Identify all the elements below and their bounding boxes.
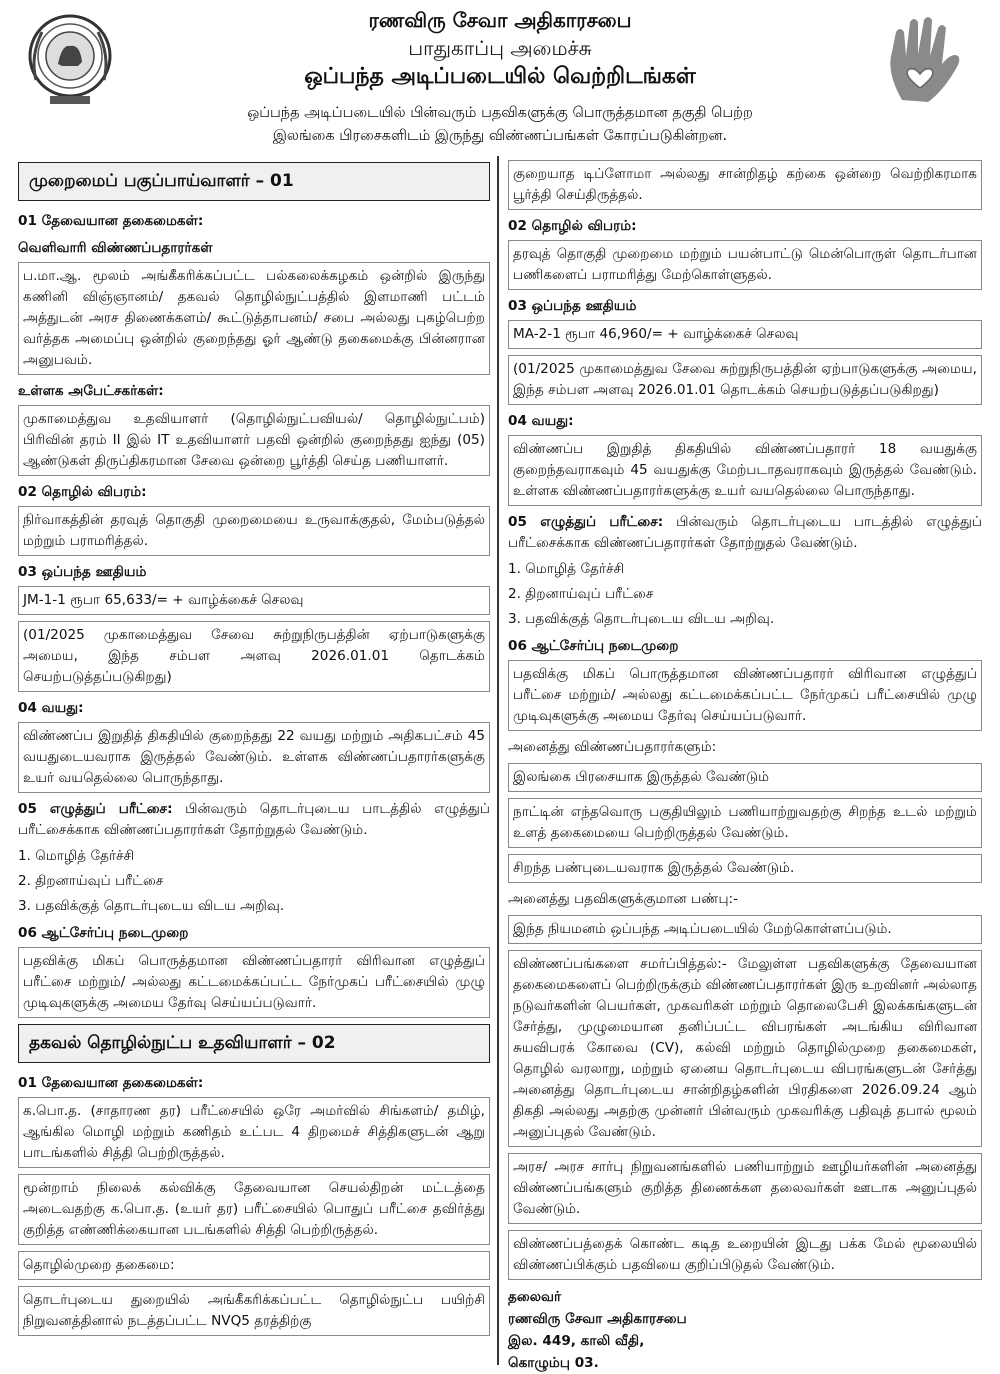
- recruitment-text: பதவிக்கு மிகப் பொருத்தமான விண்ணப்பதாரர் விரிவான எழுத்துப் பரீட்சை மற்றும்/ அல்லது கட்டமைக்கப்பட்ட நேர்முகப் பரீட்சையில் முழு முடிவுகளுக்கு அமைய தேர்வு செய்யப்படுவார்.: [508, 660, 982, 731]
- requirement-character: சிறந்த பண்புடையவராக இருத்தல் வேண்டும்.: [508, 854, 982, 883]
- ol-qualification-text: க.பொ.த. (சாதாரண தர) பரீட்சையில் ஒரே அமர்வில் சிங்களம்/ தமிழ், ஆங்கில மொழி மற்றும் கணிதம் உட்பட 4 திறமைச் சித்திகளுடன் ஆறு பாடங்களில் சித்தி பெற்றிருத்தல்.: [18, 1097, 490, 1168]
- written-exam-block: [508, 512, 982, 554]
- professional-qualification-label: தொழில்முறை தகைமை:: [18, 1251, 490, 1280]
- job-description-text: தரவுத் தொகுதி முறைமை மற்றும் பயன்பாட்டு மென்பொருள் தொடர்பான பணிகளைப் பராமரித்து மேற்கொள்ளுதல்.: [508, 240, 982, 290]
- heading-written-exam: 05 எழுத்துப் பரீட்சை:: [18, 801, 173, 817]
- diploma-continuation-text: குறையாத டிப்ளோமா அல்லது சான்றிதழ் கற்கை ஒன்றை வெற்றிகரமாக பூர்த்தி செய்திருத்தல்.: [508, 160, 982, 210]
- page-title: ஒப்பந்த அடிப்படையில் வெற்றிடங்கள்: [304, 64, 696, 89]
- written-exam-block: [18, 799, 490, 841]
- subheading-internal: உள்ளக அபேட்சகர்கள்:: [18, 383, 164, 399]
- subheading-external: வெளிவாரி விண்ணப்பதாரர்கள்: [18, 240, 213, 256]
- header: [0, 0, 1000, 156]
- requirement-fitness: நாட்டின் எந்தவொரு பகுதியிலும் பணியாற்றுவதற்கு சிறந்த உடல் மற்றும் உளத் தகைமையை பெற்றிருத்தல் வேண்டும்.: [508, 798, 982, 848]
- contact-line: இல. 449, காலி வீதி,: [508, 1333, 645, 1349]
- requirement-citizen: இலங்கை பிரசையாக இருத்தல் வேண்டும்: [508, 763, 982, 792]
- written-exam-text: பின்வரும் தொடர்புடைய பாடத்தில் எழுத்துப் பரீட்சைக்காக விண்ணப்பதாரர்கள் தோற்றுதல் வேண்டும்.: [18, 801, 490, 838]
- heading-salary: 03 ஒப்பந்த ஊதியம்: [18, 564, 147, 580]
- al-qualification-text: மூன்றாம் நிலைக் கல்விக்கு தேவையான செயல்திறன் மட்டத்தை அடைவதற்கு க.பொ.த. (உயர் தர) பரீட்சையில் பொதுப் பரீட்சை தவிர்த்து குறித்த எண்ணிக்கையான படங்களில் சித்தி பெற்றிருத்தல்.: [18, 1174, 490, 1245]
- heading-job-description: 02 தொழில் விபரம்:: [508, 218, 637, 234]
- heading-qualifications: 01 தேவையான தகைமைகள்:: [18, 1075, 204, 1091]
- salary-scale: JM-1-1 ரூபா 65,633/= + வாழ்க்கைச் செலவு: [18, 586, 490, 615]
- ministry-name: பாதுகாப்பு அமைச்சு: [408, 36, 592, 60]
- left-column: [18, 158, 490, 1342]
- heading-job-description: 02 தொழில் விபரம்:: [18, 484, 147, 500]
- exam-item: 3. பதவிக்குத் தொடர்புடைய விடய அறிவு.: [508, 611, 775, 627]
- heading-qualifications: 01 தேவையான தகைமைகள்:: [18, 213, 204, 229]
- recruitment-text: பதவிக்கு மிகப் பொருத்தமான விண்ணப்பதாரர் விரிவான எழுத்துப் பரீட்சை மற்றும்/ அல்லது கட்டமைக்கப்பட்ட நேர்முகப் பரீட்சையில் முழு முடிவுகளுக்கு அமைய தேர்வு செய்யப்படுவார்.: [18, 947, 490, 1018]
- age-text: விண்ணப்ப இறுதித் திகதியில் குறைந்தது 22 வயது மற்றும் அதிகபட்சம் 45 வயதுடையவராக இருத்தல் வேண்டும். உள்ளக விண்ணப்பதாரர்களுக்கு உயர் வயதெல்லை பொருந்தாது.: [18, 722, 490, 793]
- authority-name: ரணவிரு சேவா அதிகாரசபை: [368, 8, 632, 32]
- heading-age: 04 வயது:: [508, 413, 574, 429]
- contact-line: கொழும்பு 03.: [508, 1355, 599, 1371]
- intro-text: [130, 102, 870, 148]
- age-text: விண்ணப்ப இறுதித் திகதியில் விண்ணப்பதாரர் 18 வயதுக்கு குறைந்தவராகவும் 45 வயதுக்கு மேற்படாதவராகவும் இருத்தல் வேண்டும். உள்ளக விண்ணப்பதாரர்களுக்கு உயர் வயதெல்லை பொருந்தாது.: [508, 435, 982, 506]
- submission-text: விண்ணப்பங்களை சமர்ப்பித்தல்:- மேலுள்ள பதவிகளுக்கு தேவையான தகைமைகளைப் பெற்றிருக்கும் விண்ணப்பதாரர்கள் இரு உறவினர் அல்லாத நடுவர்களின் பெயர்கள், முகவரிகள் மற்றும் தொலைபேசி இலக்கங்களுடன் சேர்த்து, முழுமையான தனிப்பட்ட விபரங்கள் அடங்கிய விரிவான சுயவிபரக் கோவை (CV), கல்வி மற்றும் தொழில்முறை தகைமைகள், தொழில் வரலாறு, மற்றும் ஏனைய தொடர்புடைய விபரங்களுடன் சேர்த்து அனைத்து தொடர்புடைய சான்றிதழ்களின் பிரதிகளை 2026.09.24 ஆம் திகதி அல்லது அதற்கு முன்னர் பின்வரும் முகவரிக்கு பதிவுத் தபால் மூலம் அனுப்புதல் வேண்டும்.: [508, 950, 982, 1147]
- column-divider: [497, 156, 499, 1365]
- heading-written-exam: 05 எழுத்துப் பரீட்சை:: [508, 514, 664, 530]
- envelope-instruction-text: விண்ணப்பத்தைக் கொண்ட கடித உறையின் இடது பக்க மேல் மூலையில் விண்ணப்பிக்கும் பதவியை குறிப்பிடுதல் வேண்டும்.: [508, 1230, 982, 1280]
- heading-recruitment: 06 ஆட்சேர்ப்பு நடைமுறை: [508, 638, 679, 654]
- appointment-heading: அனைத்து பதவிகளுக்குமான பண்பு:-: [508, 891, 739, 907]
- heading-age: 04 வயது:: [18, 700, 84, 716]
- internal-qualification-text: முகாமைத்துவ உதவியாளர் (தொழில்நுட்பவியல்/ தொழில்நுட்பம்) பிரிவின் தரம் II இல் IT உதவியாளர் பதவி ஒன்றில் குறைந்தது ஐந்து (05) ஆண்டுகள் திருப்திகரமான சேவை ஒன்றை பூர்த்தி செய்த பணியாளர்.: [18, 405, 490, 476]
- contact-address: [508, 1286, 982, 1374]
- exam-item: 2. திறனாய்வுப் பரீட்சை: [18, 873, 164, 889]
- contact-line: ரணவிரு சேவா அதிகாரசபை: [508, 1311, 687, 1327]
- heading-salary: 03 ஒப்பந்த ஊதியம்: [508, 298, 637, 314]
- salary-scale: MA-2-1 ரூபா 46,960/= + வாழ்க்கைச் செலவு: [508, 320, 982, 349]
- salary-note: (01/2025 முகாமைத்துவ சேவை சுற்றுநிருபத்தின் ஏற்பாடுகளுக்கு அமைய, இந்த சம்பள அளவு 2026.01.01 தொடக்கம் செயற்படுத்தப்படுகிறது): [18, 621, 490, 692]
- external-qualification-text: ப.மா.ஆ. மூலம் அங்கீகரிக்கப்பட்ட பல்கலைக்கழகம் ஒன்றில் இருந்து கணினி விஞ்ஞானம்/ தகவல் தொழில்நுட்பத்தில் இளமாணி பட்டம் அத்துடன் அரச திணைக்களம்/ கூட்டுத்தாபனம்/ சபை அல்லது புகழ்பெற்ற வர்த்தக அமைப்பு ஒன்றில் குறைந்தது ஓர் ஆண்டு தகைமைக்கு பின்னரான அனுபவம்.: [18, 262, 490, 375]
- exam-item: 3. பதவிக்குத் தொடர்புடைய விடய அறிவு.: [18, 898, 285, 914]
- intro-line-1: ஒப்பந்த அடிப்படையில் பின்வரும் பதவிகளுக்கு பொருத்தமான தகுதி பெற்ற: [247, 105, 753, 121]
- contact-line: தலைவர்: [508, 1289, 562, 1305]
- professional-qualification-text: தொடர்புடைய துறையில் அங்கீகரிக்கப்பட்ட தொழில்நுட்ப பயிற்சி நிறுவனத்தினால் நடத்தப்பட்ட NVQ5 தரத்திற்கு: [18, 1286, 490, 1336]
- hand-heart-logo-icon: [862, 12, 986, 108]
- exam-item: 2. திறனாய்வுப் பரீட்சை: [508, 586, 654, 602]
- exam-item: 1. மொழித் தேர்ச்சி: [508, 561, 625, 577]
- section-title-it-assistant: தகவல் தொழில்நுட்ப உதவியாளர் – 02: [18, 1024, 490, 1063]
- written-exam-text: பின்வரும் தொடர்புடைய பாடத்தில் எழுத்துப் பரீட்சைக்காக விண்ணப்பதாரர்கள் தோற்றுதல் வேண்டும்.: [508, 514, 982, 551]
- job-description-text: நிர்வாகத்தின் தரவுத் தொகுதி முறைமையை உருவாக்குதல், மேம்படுத்தல் மற்றும் பராமரித்தல்.: [18, 506, 490, 556]
- appointment-text: இந்த நியமனம் ஒப்பந்த அடிப்படையில் மேற்கொள்ளப்படும்.: [508, 915, 982, 944]
- sri-lanka-emblem-icon: [22, 10, 118, 110]
- intro-line-2: இலங்கை பிரசைகளிடம் இருந்து விண்ணப்பங்கள் கோரப்படுகின்றன.: [272, 128, 728, 144]
- exam-item: 1. மொழித் தேர்ச்சி: [18, 848, 135, 864]
- government-employee-text: அரச/ அரச சார்பு நிறுவனங்களில் பணியாற்றும் ஊழியர்களின் அனைத்து விண்ணப்பங்களும் குறித்த திணைக்கள தலைவர்கள் ஊடாக அனுப்புதல் வேண்டும்.: [508, 1153, 982, 1224]
- all-applicants-heading: அனைத்து விண்ணப்பதாரர்களும்:: [508, 739, 717, 755]
- salary-note: (01/2025 முகாமைத்துவ சேவை சுற்றுநிருபத்தின் ஏற்பாடுகளுக்கு அமைய, இந்த சம்பள அளவு 2026.01.01 தொடக்கம் செயற்படுத்தப்படுகிறது): [508, 355, 982, 405]
- heading-recruitment: 06 ஆட்சேர்ப்பு நடைமுறை: [18, 925, 189, 941]
- right-column: [508, 158, 982, 1374]
- section-title-systems-analyst: முறைமைப் பகுப்பாய்வாளர் – 01: [18, 162, 490, 201]
